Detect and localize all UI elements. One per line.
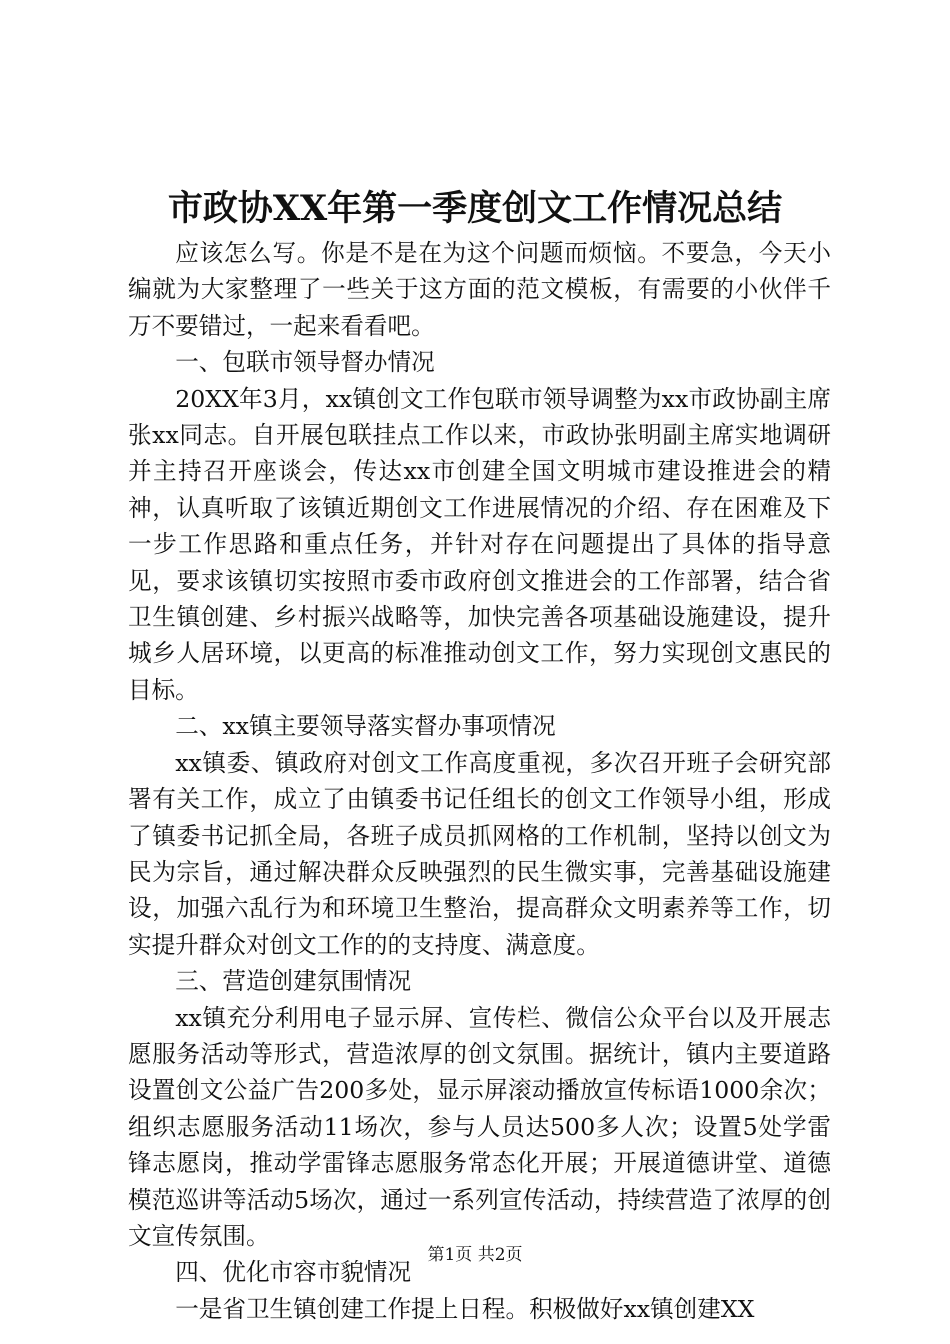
- page-footer: 第1页 共2页: [427, 1245, 523, 1265]
- section-paragraph-3: xx镇充分利用电子显示屏、宣传栏、微信公众平台以及开展志愿服务活动等形式，营造浓厚的创文氛围。据统计，镇内主要道路设置创文公益广告200多处，显示屏滚动播放宣传标语1000余次；组织志愿服务活动11场次，参与人员达500多人次；设置5处学雷锋志愿岗，推动学雷锋志愿服务常态化开展；开展道德讲堂、道德模范巡讲等活动5场次，通过一系列宣传活动，持续营造了浓厚的创文宣传氛围。: [128, 1003, 831, 1250]
- intro-paragraph: 应该怎么写。你是不是在为这个问题而烦恼。不要急，今天小编就为大家整理了一些关于这方面的范文模板，有需要的小伙伴千万不要错过，一起来看看吧。: [128, 239, 831, 340]
- section-heading-1: 一、包联市领导督办情况: [175, 348, 435, 377]
- section-heading-2: 二、xx镇主要领导落实督办事项情况: [175, 712, 556, 741]
- section-paragraph-2: xx镇委、镇政府对创文工作高度重视，多次召开班子会研究部署有关工作，成立了由镇委书记任组长的创文工作领导小组，形成了镇委书记抓全局，各班子成员抓网格的工作机制，坚持以创文为民为宗旨，通过解决群众反映强烈的民生微实事，完善基础设施建设，加强六乱行为和环境卫生整治，提高群众文明素养等工作，切实提升群众对创文工作的的支持度、满意度。: [128, 748, 831, 959]
- section-heading-4: 四、优化市容市貌情况: [175, 1258, 412, 1287]
- section-heading-3: 三、营造创建氛围情况: [175, 967, 412, 996]
- section-paragraph-4: 一是省卫生镇创建工作提上日程。积极做好xx镇创建XX: [175, 1294, 755, 1323]
- section-paragraph-1: 20XX年3月，xx镇创文工作包联市领导调整为xx市政协副主席张xx同志。自开展包联挂点工作以来，市政协张明副主席实地调研并主持召开座谈会，传达xx市创建全国文明城市建设推进会的精神，认真听取了该镇近期创文工作进展情况的介绍、存在困难及下一步工作思路和重点任务，并针对存在问题提出了具体的指导意见，要求该镇切实按照市委市政府创文推进会的工作部署，结合省卫生镇创建、乡村振兴战略等，加快完善各项基础设施建设，提升城乡人居环境，以更高的标准推动创文工作，努力实现创文惠民的目标。: [128, 384, 831, 704]
- page-title: 市政协XX年第一季度创文工作情况总结: [167, 188, 783, 229]
- document-body: [128, 235, 831, 1327]
